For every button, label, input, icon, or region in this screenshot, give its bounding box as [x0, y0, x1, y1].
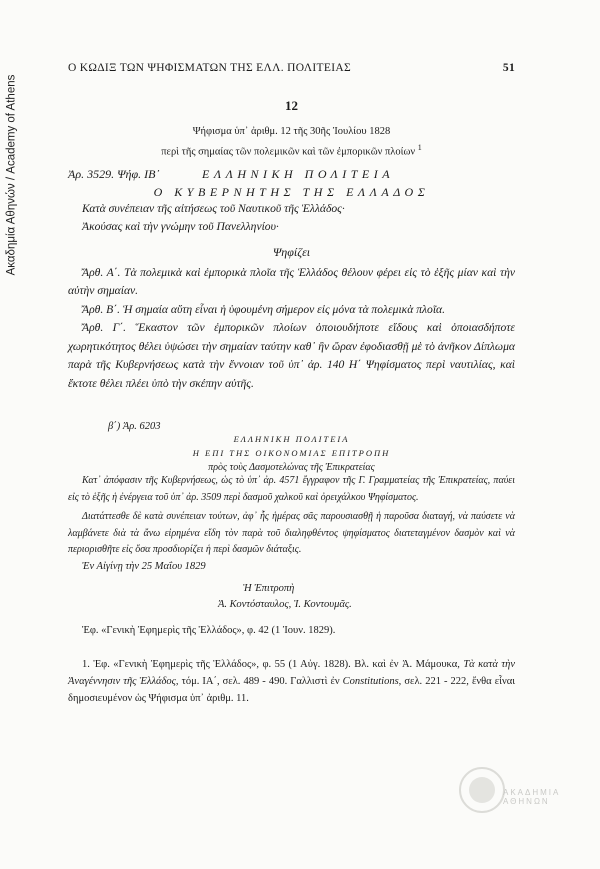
section-b-paragraph-1: Κατ᾽ ἀπόφασιν τῆς Κυβερνήσεως, ὡς τὸ ὑπ᾽ ἀρ. 4571 ἔγγραφον τῆς Γ. Γραμματείας τῆς Ἐπικρατείας, παύει εἰς τὸ ἑξῆς ἡ ἐνέργεια τοῦ ὑπ᾽ ἀρ. 3509 περὶ δασμοῦ χαλκοῦ καὶ ὀρειχάλκου Ψηφίσματος. [68, 475, 515, 503]
decree-title [68, 124, 515, 161]
footnote-part4: Constitutions, [342, 675, 402, 687]
running-header-title: Ο ΚΩΔΙΞ ΤΩΝ ΨΗΦΙΣΜΑΤΩΝ ΤΗΣ ΕΛΛ. ΠΟΛΙΤΕΙΑΣ [68, 62, 351, 74]
decree-article-1: Ἄρθ. Α΄. Τὰ πολεμικὰ καὶ ἐμπορικὰ πλοῖα τῆς Ἑλλάδος θέλουν φέρει εἰς τὸ ἑξῆς μίαν καὶ τὴν αὐτὴν σημαίαν. [68, 265, 515, 297]
document-number: 12 [285, 98, 298, 113]
section-b-place-date: Ἐν Αἰγίνῃ τὴν 25 Μαΐου 1829 [82, 560, 206, 572]
footnote-marker: 1 [417, 143, 422, 152]
page-content [68, 62, 515, 707]
section-b-reference: β΄) Ἀρ. 6203 [108, 421, 161, 432]
section-b-paragraph-2: Διατάττεσθε δὲ κατὰ συνέπειαν τούτων, ἀφ᾽ ἧς ἡμέρας σᾶς παρουσιασθῇ ἡ παροῦσα διαταγή, νὰ παύσετε νὰ λαμβάνετε διὰ τὰ ἄνω εἰρημένα εἴδη τὸν παρὰ τοῦ διαληφθέντος ψηφίσματος διατεταγμένον δασμὸν καὶ νὰ περιορισθῆτε εἰς ὅσα προσδιορίζει ἡ περὶ δασμῶν διάταξις. [68, 511, 515, 555]
section-b-source: Ἐφ. «Γενικὴ Ἐφημερὶς τῆς Ἑλλάδος», φ. 42 (1 Ἰουν. 1829). [82, 624, 336, 636]
footnote [68, 656, 515, 707]
page-number: 51 [502, 62, 515, 74]
decree-article-2: Ἄρθ. Β΄. Ἡ σημαία αὕτη εἶναι ἡ ὑφουμένη σήμερον εἰς μόνα τὰ πολεμικὰ πλοῖα. [82, 302, 446, 316]
decree-lead [68, 167, 515, 182]
academy-watermark-text: ΑΚΑΔΗΜΙΑ ΑΘΗΝΩΝ [503, 788, 560, 806]
section-b-committee: Η ΕΠΙ ΤΗΣ ΟΙΚΟΝΟΜΙΑΣ ΕΠΙΤΡΟΠΗ [192, 448, 391, 458]
section-b-addressee: πρὸς τοὺς Δασμοτελώνας τῆς Ἐπικρατείας [208, 462, 375, 473]
footnote-part2: Τὰ κατὰ τὴν Ἀναγέννησιν τῆς Ἑλλάδος, [68, 658, 516, 687]
decree-authority-heading: Ο ΚΥΒΕΡΝΗΤΗΣ ΤΗΣ ΕΛΛΑΔΟΣ [153, 184, 430, 199]
section-b-sign-title: Ἡ Ἐπιτροπὴ [243, 582, 295, 594]
section-b-state: ΕΛΛΗΝΙΚΗ ΠΟΛΙΤΕΙΑ [233, 434, 350, 444]
decree-title-line2-text: περὶ τῆς σημαίας τῶν πολεμικῶν καὶ τῶν ἐμπορικῶν πλοίων [161, 146, 416, 158]
decree-title-line1: Ψήφισμα ὑπ᾽ ἀριθμ. 12 τῆς 30ῆς Ἰουλίου 1828 [192, 126, 391, 137]
section-b-signatories: Ἀ. Κοντόσταυλος, Ἰ. Κοντουμᾶς. [218, 598, 352, 610]
decree-title-line2 [68, 140, 515, 161]
footnote-part5: σελ. 221 - 222, ἔνθα εἶναι δημοσιευμένον ὡς Ψήφισμα ὑπ᾽ ἀριθμ. 11. [68, 675, 516, 704]
decree-preamble-2: Ἀκούσας καὶ τὴν γνώμην τοῦ Πανελληνίου· [82, 220, 279, 233]
decree-state-heading: ΕΛΛΗΝΙΚΗ ΠΟΛΙΤΕΙΑ [202, 166, 395, 181]
footnote-part1: 1. Ἐφ. «Γενικὴ Ἐφημερὶς τῆς Ἑλλάδος», φ. 55 (1 Αὐγ. 1828). Βλ. καὶ ἐν Ἀ. Μάμουκα, [82, 658, 460, 670]
section-b [68, 421, 515, 636]
decree-reference: Ἀρ. 3529. Ψήφ. ΙΒ᾽ [68, 166, 160, 181]
decree-preamble-1: Κατὰ συνέπειαν τῆς αἰτήσεως τοῦ Ναυτικοῦ τῆς Ἑλλάδος· [82, 201, 345, 215]
archive-side-note-text: Ακαδημία Αθηνών / Academy of Athens [5, 74, 18, 276]
decree-article-3: Ἄρθ. Γ΄. Ἕκαστον τῶν ἐμπορικῶν πλοίων ὁποιουδήποτε εἴδους καὶ ὁποιασδήποτε χωρητικότητος θέλει ὑψώσει τὴν σημαίαν ταύτην καθ᾽ ἣν ὥραν ἐφοδιασθῇ μὲ τὸ ἀνῆκον Δίπλωμα παρὰ τῆς Κυβερνήσεως κατὰ τὴν ἔννοιαν τοῦ ὑπ᾽ ἀρ. 140 Η΄ Ψηφίσματος περὶ ναυτιλίας, καὶ ἔκτοτε θέλει πλέει ὑπὸ τὴν σκέπην αὐτῆς. [68, 321, 515, 390]
footnote-part3: τόμ. ΙΑ΄, σελ. 489 - 490. Γαλλιστὶ ἐν [181, 675, 340, 687]
archive-side-note [4, 40, 18, 310]
decree-resolves: Ψηφίζει [272, 244, 311, 259]
running-header [68, 62, 515, 74]
